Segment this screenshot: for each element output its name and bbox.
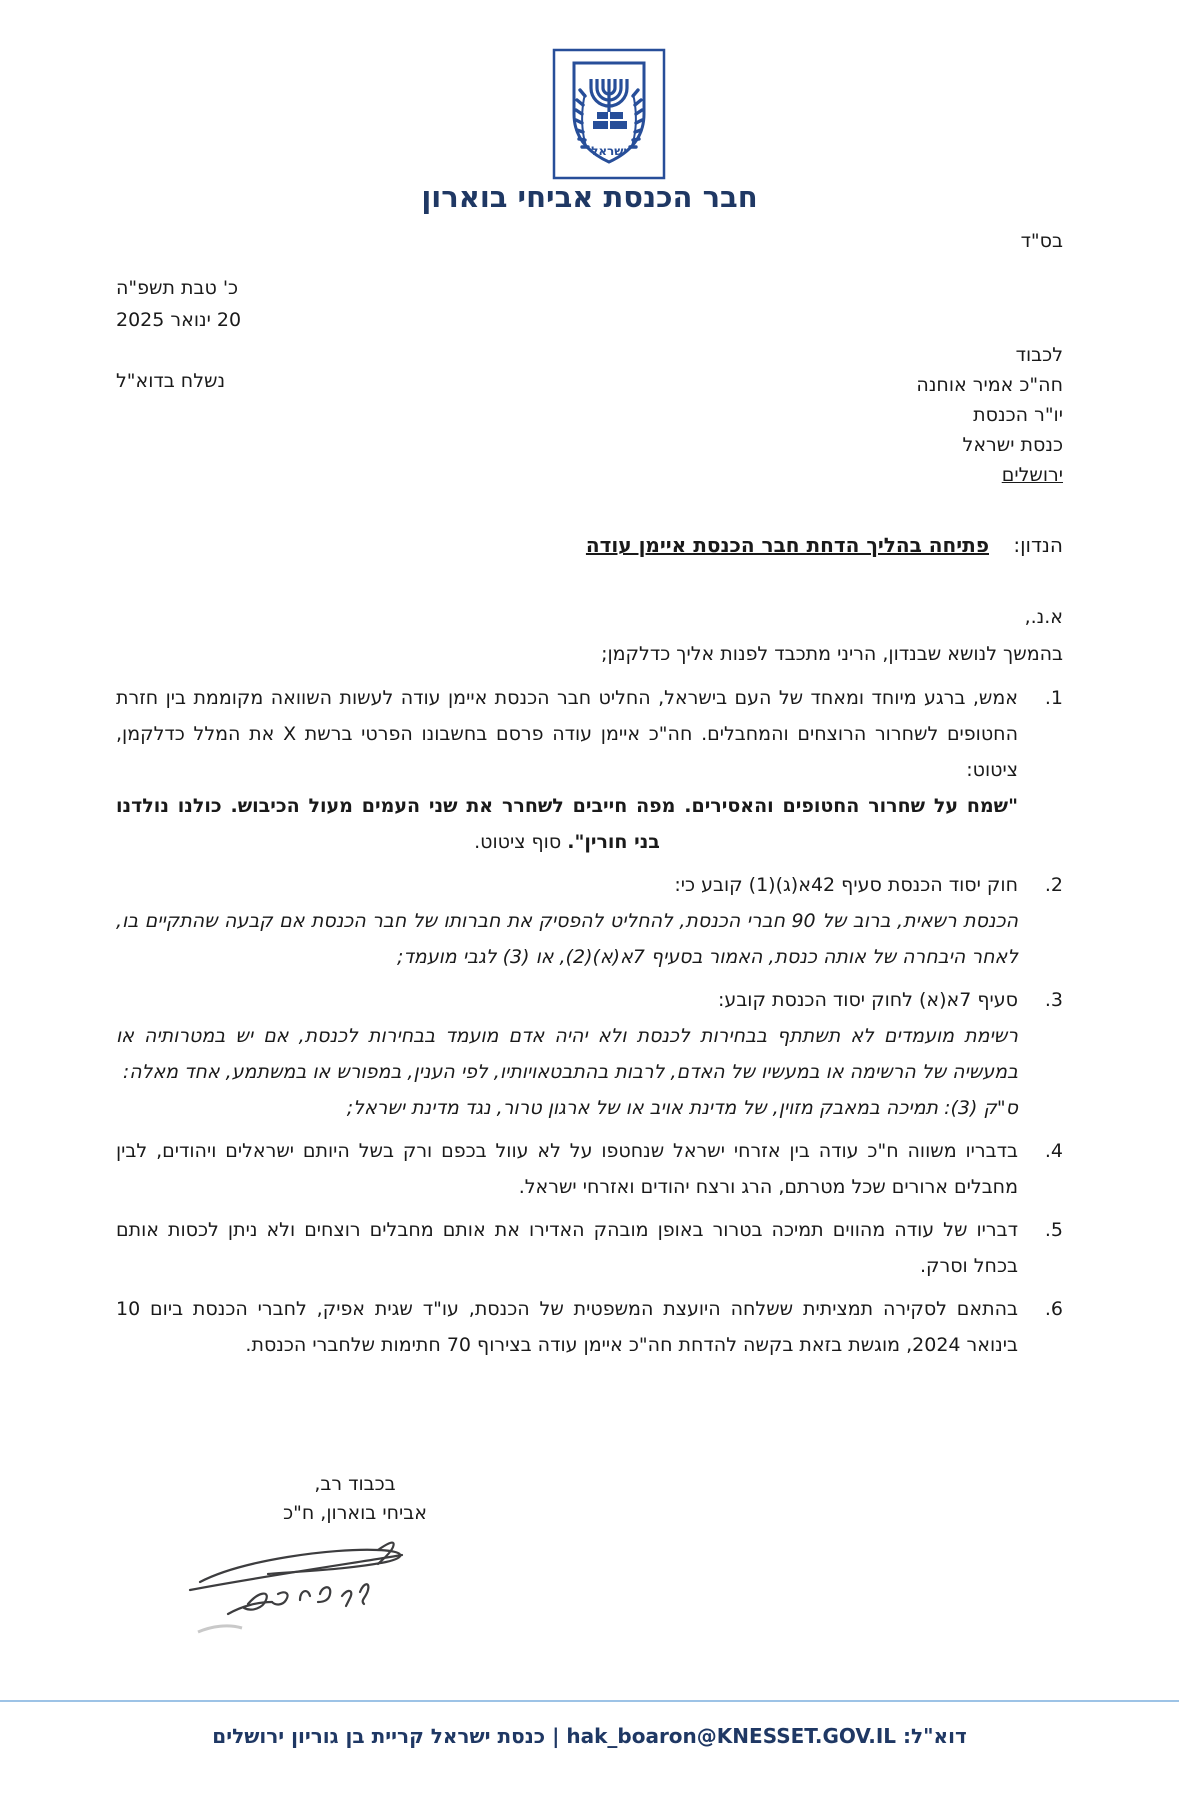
- hebrew-date: כ' טבת תשפ"ה: [116, 277, 239, 299]
- item-1-number: 1.: [1044, 687, 1063, 709]
- opening-line: בהמשך לנושא שבנדון, הריני מתכבד לפנות אליך כדלקמן;: [601, 643, 1063, 665]
- recipient-name: חה"כ אמיר אוחנה: [916, 374, 1063, 396]
- gregorian-date: 20 ינואר 2025: [116, 309, 242, 331]
- bsd-note: בס"ד: [1020, 230, 1063, 252]
- list-item-5: [116, 1212, 1063, 1284]
- footer-divider: [0, 1700, 1179, 1702]
- recipient-honorific: לכבוד: [1015, 344, 1063, 366]
- signature-strokes: [190, 1543, 402, 1614]
- item-2-text: חוק יסוד הכנסת סעיף 42א(ג)(1) קובע כי:: [674, 874, 1018, 896]
- subject-line: [586, 533, 1063, 557]
- item-1-text: אמש, ברגע מיוחד ומאחד של העם בישראל, החליט חבר הכנסת איימן עודה לעשות השוואה מקוממת בין חזרת החטופים לשחרור הרוצחים והמחבלים. חה"כ איימן עודה פרסם בחשבונו הפרטי ברשת X את המלל כדלקמן, ציטוט:: [116, 687, 1018, 781]
- item-1-quote-suffix: סוף ציטוט.: [474, 831, 568, 853]
- item-6-number: 6.: [1044, 1298, 1063, 1320]
- recipient-org: כנסת ישראל: [962, 434, 1063, 456]
- subject-label: הנדון:: [1013, 533, 1063, 557]
- recipient-role: יו"ר הכנסת: [973, 404, 1063, 426]
- item-2-law-quote: הכנסת רשאית, ברוב של 90 חברי הכנסת, להחליט להפסיק את חברותו של חבר הכנסת אם קבעה שהתקיים בו, לאחר היבחרה של אותה כנסת, האמור בסעיף 7א(א)(2), או (3) לגבי מועמד;: [116, 910, 1018, 968]
- handwritten-signature: [182, 1530, 450, 1658]
- signature-smudge: [198, 1626, 242, 1632]
- list-item-3: [116, 982, 1063, 1126]
- item-4-text: בדבריו משווה ח"כ עודה בין אזרחי ישראל שנחטפו על לא עוול בכפם ורק בשל היותם ישראלים ויהודים, לבין מחבלים ארורים שכל מטרתם, הרג ורצח יהודים ואזרחי ישראל.: [116, 1140, 1018, 1198]
- salutation: א.נ.,: [1024, 606, 1063, 628]
- item-3-number: 3.: [1044, 989, 1063, 1011]
- date-block: [116, 272, 241, 336]
- list-item-4: [116, 1133, 1063, 1205]
- item-1-quote-bold: "שמח על שחרור החטופים והאסירים. מפה חייבים לשחרר את שני העמים מעול הכיבוש. כולנו נולדנו בני חורין".: [116, 795, 1018, 853]
- subject-text: פתיחה בהליך הדחת חבר הכנסת איימן עודה: [585, 533, 989, 557]
- emblem-icon: [552, 48, 666, 180]
- item-2-number: 2.: [1044, 874, 1063, 896]
- item-1-quote: [116, 788, 1018, 860]
- item-3-subsection-quote: ס"ק (3): תמיכה במאבק מזוין, של מדינת אויב או של ארגון טרור, נגד מדינת ישראל;: [346, 1097, 1018, 1119]
- closing-block: [240, 1470, 470, 1528]
- list-item-2: [116, 867, 1063, 975]
- sent-via-note: נשלח בדוא"ל: [116, 370, 226, 392]
- recipient-city: ירושלים: [1001, 464, 1063, 486]
- item-5-text: דבריו של עודה מהווים תמיכה בטרור באופן מובהק האדירו את אותם מחבלים רוצחים ולא ניתן לכסות אותם בכחל וסרק.: [116, 1219, 1018, 1277]
- list-item-1: [116, 680, 1063, 860]
- list-item-6: [116, 1291, 1063, 1363]
- item-4-number: 4.: [1044, 1140, 1063, 1162]
- item-6-text: בהתאם לסקירה תמציתית ששלחה היועצת המשפטית של הכנסת, עו"ד שגית אפיק, לחברי הכנסת ביום 10 בינואר 2024, מוגשת בזאת בקשה להדחת חה"כ איימן עודה בצירוף 70 חתימות שלחברי הכנסת.: [116, 1298, 1018, 1356]
- footer-contact: דוא"ל: hak_boaron@KNESSET.GOV.IL | כנסת ישראל קריית בן גוריון ירושלים: [212, 1724, 967, 1748]
- item-3-law-quote: רשימת מועמדים לא תשתתף בבחירות לכנסת ולא יהיה אדם מועמד בבחירות לכנסת, אם יש במטרותיה או במעשיה של הרשימה או במעשיו של האדם, לרבות בהתבטאויותיו, לפי הענין, במפורש או במשתמע, אחד מאלה:: [116, 1025, 1018, 1083]
- emblem-israel-label: ישראל: [591, 144, 627, 158]
- item-3-text: סעיף 7א(א) לחוק יסוד הכנסת קובע:: [718, 989, 1018, 1011]
- page-title: חבר הכנסת אביחי בוארון: [421, 180, 758, 214]
- item-5-number: 5.: [1044, 1219, 1063, 1241]
- israel-state-emblem: [552, 48, 666, 180]
- recipient-block: [916, 340, 1063, 490]
- closing-name: אביחי בוארון, ח"כ: [283, 1502, 427, 1524]
- body-list: [116, 680, 1063, 1370]
- closing-regards: בכבוד רב,: [314, 1473, 396, 1495]
